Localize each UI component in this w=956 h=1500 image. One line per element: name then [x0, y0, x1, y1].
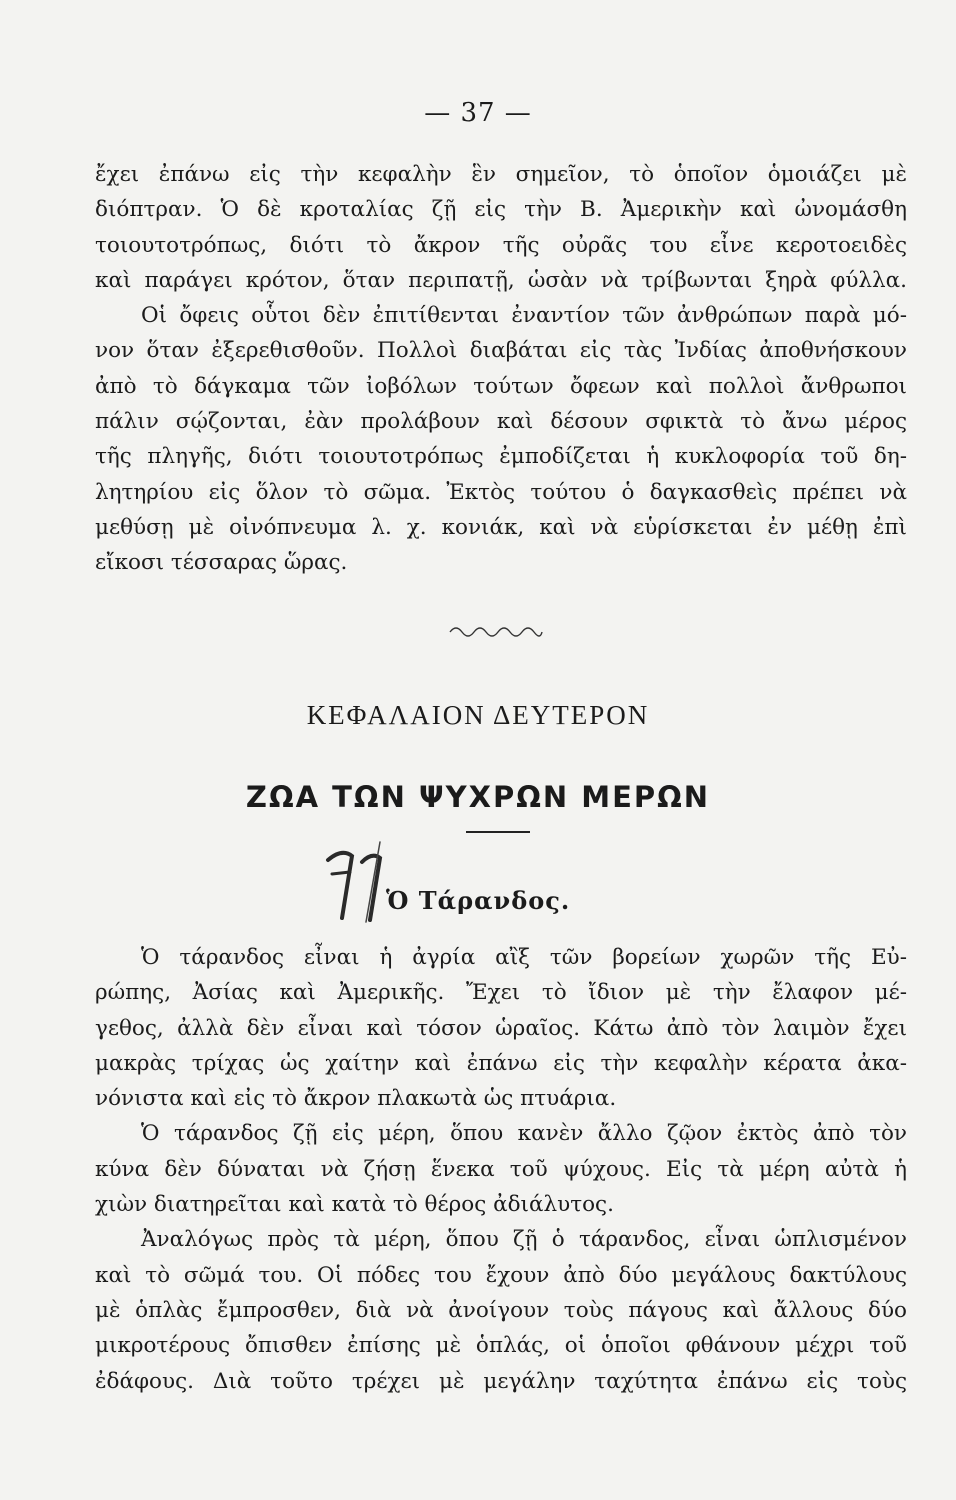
text-line: μικροτέρους ὄπισθεν ἐπίσης μὲ ὁπλάς, οἱ ὁποῖοι φθάνουν μέχρι τοῦ [95, 1333, 907, 1359]
text-line: εἴκοσι τέσσαρας ὥρας. [95, 550, 348, 576]
text-line: διόπτραν. Ὁ δὲ κροταλίας ζῇ εἰς τὴν Β. Ἀμερικὴν καὶ ὠνομάσθη [95, 197, 907, 223]
section-title: Ὁ Τάρανδος. [386, 886, 571, 915]
divider [466, 831, 530, 833]
text-line: μὲ ὁπλὰς ἔμπροσθεν, διὰ νὰ ἀνοίγουν τοὺς πάγους καὶ ἄλλους δύο [95, 1297, 907, 1323]
text-line: ρώπης, Ἀσίας καὶ Ἀμερικῆς. Ἔχει τὸ ἴδιον μὲ τὴν ἔλαφον μέ- [95, 980, 907, 1006]
text-line: ἔχει ἐπάνω εἰς τὴν κεφαλὴν ἓν σημεῖον, τὸ ὁποῖον ὁμοιάζει μὲ [95, 162, 907, 187]
text-line: Ἀναλόγως πρὸς τὰ μέρη, ὅπου ζῇ ὁ τάρανδος, εἶναι ὡπλισμένον [141, 1227, 907, 1253]
chapter-title: ΖΩΑ ΤΩΝ ΨΥΧΡΩΝ ΜΕΡΩΝ [245, 780, 711, 814]
text-line: ἀπὸ τὸ δάγκαμα τῶν ἰοβόλων τούτων ὄφεων καὶ πολλοὶ ἄνθρωποι [95, 373, 907, 399]
text-line: γεθος, ἀλλὰ δὲν εἶναι καὶ τόσον ὡραῖος. Κάτω ἀπὸ τὸν λαιμὸν ἔχει [95, 1015, 907, 1041]
text-line: τοιουτοτρόπως, διότι τὸ ἄκρον τῆς οὐρᾶς του εἶνε κεροτοειδὲς [95, 232, 907, 258]
ornamental-squiggle [448, 622, 544, 642]
chapter-label: ΚΕΦΑΛΑΙΟΝ ΔΕΥΤΕΡΟΝ [306, 700, 650, 730]
text-line: καὶ παράγει κρότον, ὅταν περιπατῇ, ὡσὰν νὰ τρίβωνται ξηρὰ φύλλα. [95, 267, 907, 293]
text-line: Οἱ ὄφεις οὗτοι δὲν ἐπιτίθενται ἐναντίον τῶν ἀνθρώπων παρὰ μό- [141, 303, 907, 329]
text-line: λητηρίου εἰς ὅλον τὸ σῶμα. Ἐκτὸς τούτου ὁ δαγκασθεὶς πρέπει νὰ [95, 479, 907, 505]
text-line: νόνιστα καὶ εἰς τὸ ἄκρον πλακωτὰ ὡς πτυάρια. [95, 1086, 617, 1112]
text-line: μακρὰς τρίχας ὡς χαίτην καὶ ἐπάνω εἰς τὴν κεφαλὴν κέρατα ἀκα- [95, 1050, 907, 1076]
text-line: κύνα δὲν δύναται νὰ ζήσῃ ἕνεκα τοῦ ψύχους. Εἰς τὰ μέρη αὐτὰ ἡ [95, 1156, 907, 1182]
text-line: καὶ τὸ σῶμά του. Οἱ πόδες του ἔχουν ἀπὸ δύο μεγάλους δακτύλους [95, 1262, 907, 1288]
text-line: Ὁ τάρανδος εἶναι ἡ ἀγρία αἲξ τῶν βορείων χωρῶν τῆς Εὐ- [141, 945, 907, 970]
text-block-top [95, 157, 907, 581]
text-line: τῆς πληγῆς, διότι τοιουτοτρόπως ἐμποδίζεται ἡ κυκλοφορία τοῦ δη- [95, 444, 907, 470]
text-line: νον ὅταν ἐξερεθισθοῦν. Πολλοὶ διαβάται εἰς τὰς Ἰνδίας ἀποθνήσκουν [95, 338, 907, 364]
text-line: μεθύσῃ μὲ οἰνόπνευμα λ. χ. κονιάκ, καὶ νὰ εὑρίσκεται ἐν μέθῃ ἐπὶ [95, 514, 907, 540]
text-line: πάλιν σῴζονται, ἐὰν προλάβουν καὶ δέσουν σφικτὰ τὸ ἄνω μέρος [95, 409, 907, 435]
text-block-bottom [95, 940, 907, 1399]
page-number: — 37 — [424, 98, 532, 128]
text-line: Ὁ τάρανδος ζῇ εἰς μέρη, ὅπου κανὲν ἄλλο ζῷον ἐκτὸς ἀπὸ τὸν [141, 1121, 907, 1147]
text-line: ἐδάφους. Διὰ τοῦτο τρέχει μὲ μεγάλην ταχύτητα ἐπάνω εἰς τοὺς [95, 1368, 907, 1394]
text-line: χιὼν διατηρεῖται καὶ κατὰ τὸ θέρος ἀδιάλυτος. [95, 1192, 614, 1218]
